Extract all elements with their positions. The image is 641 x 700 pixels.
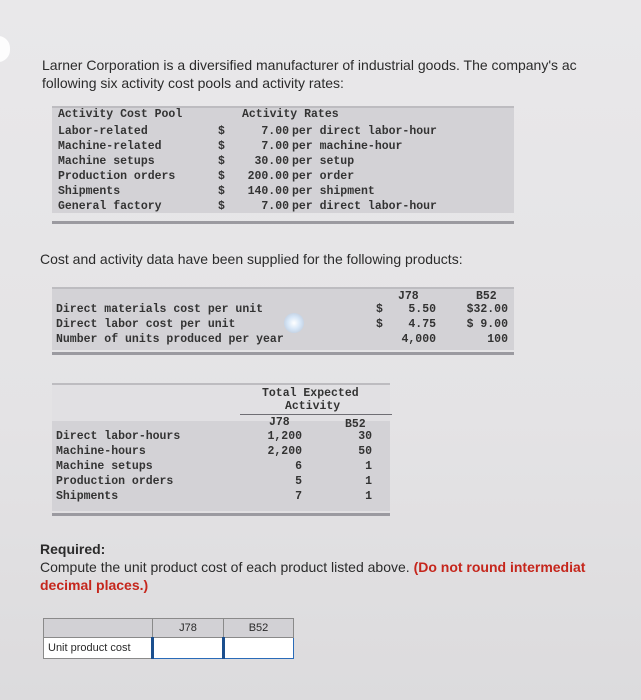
touch-indicator — [284, 313, 304, 333]
rates-unit: per direct labor-hour — [292, 125, 437, 138]
rates-dollar-sign: $ — [218, 125, 225, 138]
cost-col-j78-header: J78 — [398, 290, 419, 303]
cost-table-top-rule — [52, 287, 514, 289]
activity-header-line-1: Total Expected — [262, 387, 359, 400]
rates-amount: 140.00 — [247, 185, 289, 198]
rates-col-rates-header: Activity Rates — [242, 108, 339, 121]
cost-j78-value: 4,000 — [401, 333, 436, 346]
rates-row — [58, 154, 514, 169]
rates-amount: 7.00 — [261, 200, 289, 213]
rates-unit: per machine-hour — [292, 140, 403, 153]
rates-row — [58, 169, 514, 184]
rates-unit: per order — [292, 170, 355, 183]
activity-b52-value: 1 — [365, 475, 372, 488]
required-line-1 — [40, 558, 585, 576]
j78-unit-cost-input[interactable] — [153, 638, 224, 659]
rates-pool-name: Machine setups — [58, 155, 155, 168]
cost-b52-value: $ 9.00 — [466, 318, 508, 331]
cost-table-bottom-rule — [52, 352, 514, 355]
cost-j78-value: 4.75 — [408, 318, 436, 331]
rates-dollar-sign: $ — [218, 140, 225, 153]
activity-j78-value: 2,200 — [267, 445, 302, 458]
rates-col-pool-header: Activity Cost Pool — [58, 108, 183, 121]
intro-line-1: Larner Corporation is a diversified manufacturer of industrial goods. The company's ac — [42, 57, 577, 73]
rates-row — [58, 139, 514, 154]
required-instruction: Compute the unit product cost of each product listed above. — [40, 559, 414, 575]
activity-row-label: Machine-hours — [56, 445, 146, 458]
rates-pool-name: Production orders — [58, 170, 176, 183]
rates-pool-name: Machine-related — [58, 140, 162, 153]
activity-col-j78-header: J78 — [269, 416, 290, 429]
rates-row — [58, 124, 514, 139]
rates-pool-name: Labor-related — [58, 125, 148, 138]
answer-header-blank — [44, 619, 153, 638]
rates-amount: 7.00 — [261, 125, 289, 138]
rates-amount: 30.00 — [254, 155, 289, 168]
intro-text — [42, 56, 577, 92]
cost-col-b52-header: B52 — [476, 290, 497, 303]
rates-dollar-sign: $ — [218, 185, 225, 198]
answer-col-b52-header: B52 — [224, 619, 294, 638]
activity-j78-value: 1,200 — [267, 430, 302, 443]
required-line-2: decimal places.) — [40, 577, 149, 593]
rates-unit: per direct labor-hour — [292, 200, 437, 213]
rates-unit: per setup — [292, 155, 355, 168]
activity-b52-value: 30 — [358, 430, 372, 443]
activity-header-underline — [240, 414, 392, 415]
rates-pool-name: General factory — [58, 200, 162, 213]
required-title: Required: — [40, 541, 106, 557]
activity-header-line-2: Activity — [285, 400, 341, 413]
rates-dollar-sign: $ — [218, 155, 225, 168]
activity-table-top-rule — [52, 383, 390, 385]
b52-unit-cost-input[interactable] — [224, 638, 294, 659]
activity-col-b52-header: B52 — [345, 418, 366, 431]
activity-row-label: Shipments — [56, 490, 119, 503]
cost-dollar-sign: $ — [376, 303, 383, 316]
activity-row-label: Machine setups — [56, 460, 153, 473]
cost-dollar-sign: $ — [376, 318, 383, 331]
answer-row-unit-product-cost — [44, 638, 294, 659]
activity-j78-value: 7 — [295, 490, 302, 503]
activity-b52-value: 1 — [365, 460, 372, 473]
activity-j78-value: 6 — [295, 460, 302, 473]
cost-row-label: Number of units produced per year — [56, 333, 284, 346]
rates-unit: per shipment — [292, 185, 375, 198]
required-rounding-note: (Do not round intermediat — [413, 559, 586, 575]
rates-amount: 7.00 — [261, 140, 289, 153]
answer-header-row — [44, 619, 294, 638]
cost-b52-value: 100 — [487, 333, 508, 346]
activity-table-bottom-rule — [52, 513, 390, 516]
intro-line-2: following six activity cost pools and activity rates: — [42, 75, 344, 91]
cost-j78-value: 5.50 — [408, 303, 436, 316]
activity-b52-value: 1 — [365, 490, 372, 503]
rates-pool-name: Shipments — [58, 185, 121, 198]
rates-row — [58, 199, 514, 214]
cost-b52-value: $32.00 — [466, 303, 508, 316]
rates-dollar-sign: $ — [218, 170, 225, 183]
rates-dollar-sign: $ — [218, 200, 225, 213]
cost-row-label: Direct materials cost per unit — [56, 303, 264, 316]
activity-row-label: Production orders — [56, 475, 174, 488]
rates-table-bottom-rule — [52, 221, 514, 224]
answer-col-j78-header: J78 — [153, 619, 224, 638]
cost-data-heading: Cost and activity data have been supplied for the following products: — [40, 251, 463, 267]
activity-b52-value: 50 — [358, 445, 372, 458]
rates-row — [58, 184, 514, 199]
activity-j78-value: 5 — [295, 475, 302, 488]
cost-row-label: Direct labor cost per unit — [56, 318, 236, 331]
rates-amount: 200.00 — [247, 170, 289, 183]
left-edge-tab — [0, 36, 10, 62]
answer-row-label: Unit product cost — [44, 638, 153, 659]
required-section — [40, 540, 585, 594]
answer-table — [43, 618, 294, 659]
activity-row-label: Direct labor-hours — [56, 430, 181, 443]
